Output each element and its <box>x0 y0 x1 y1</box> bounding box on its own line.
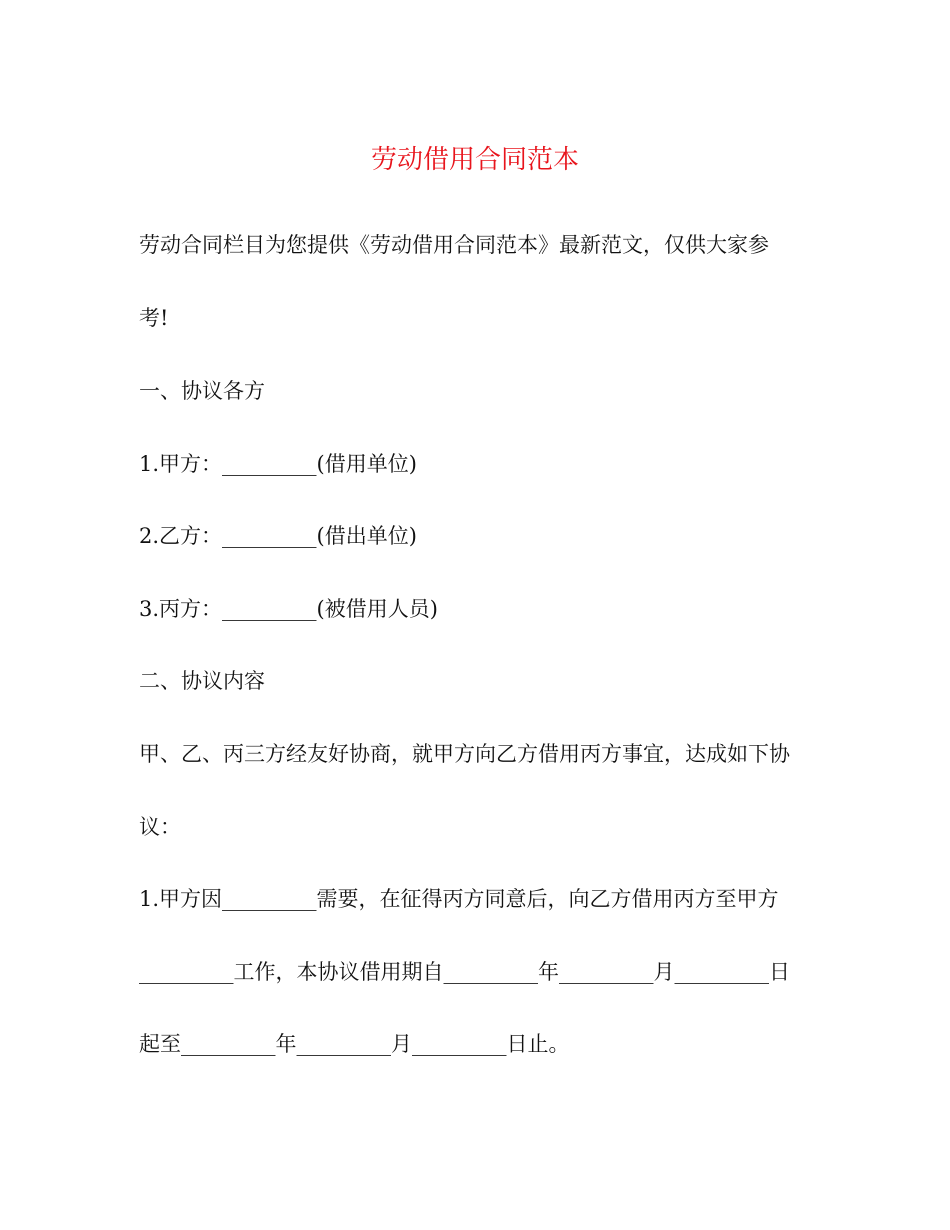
clause-1-line-1: 1.甲方因_________需要，在征得丙方同意后，向乙方借用丙方至甲方 <box>139 887 779 911</box>
section-heading-content: 二、协议内容 <box>139 669 265 693</box>
intro-line-1: 劳动合同栏目为您提供《劳动借用合同范本》最新范文，仅供大家参 <box>139 233 769 257</box>
party-c-line: 3.丙方：_________(被借用人员) <box>139 597 438 621</box>
section-heading-parties: 一、协议各方 <box>139 379 265 403</box>
agreement-line-1: 甲、乙、丙三方经友好协商，就甲方向乙方借用丙方事宜，达成如下协 <box>139 742 790 766</box>
intro-line-2: 考! <box>139 306 169 330</box>
party-b-line: 2.乙方：_________(借出单位) <box>139 524 417 548</box>
party-a-line: 1.甲方：_________(借用单位) <box>139 452 417 476</box>
clause-1-line-2: _________工作，本协议借用期自_________年_________月_________日 <box>139 960 790 984</box>
document-title: 劳动借用合同范本 <box>370 145 579 175</box>
clause-1-line-3: 起至_________年_________月_________日止。 <box>139 1032 570 1056</box>
agreement-line-2: 议： <box>139 815 181 839</box>
